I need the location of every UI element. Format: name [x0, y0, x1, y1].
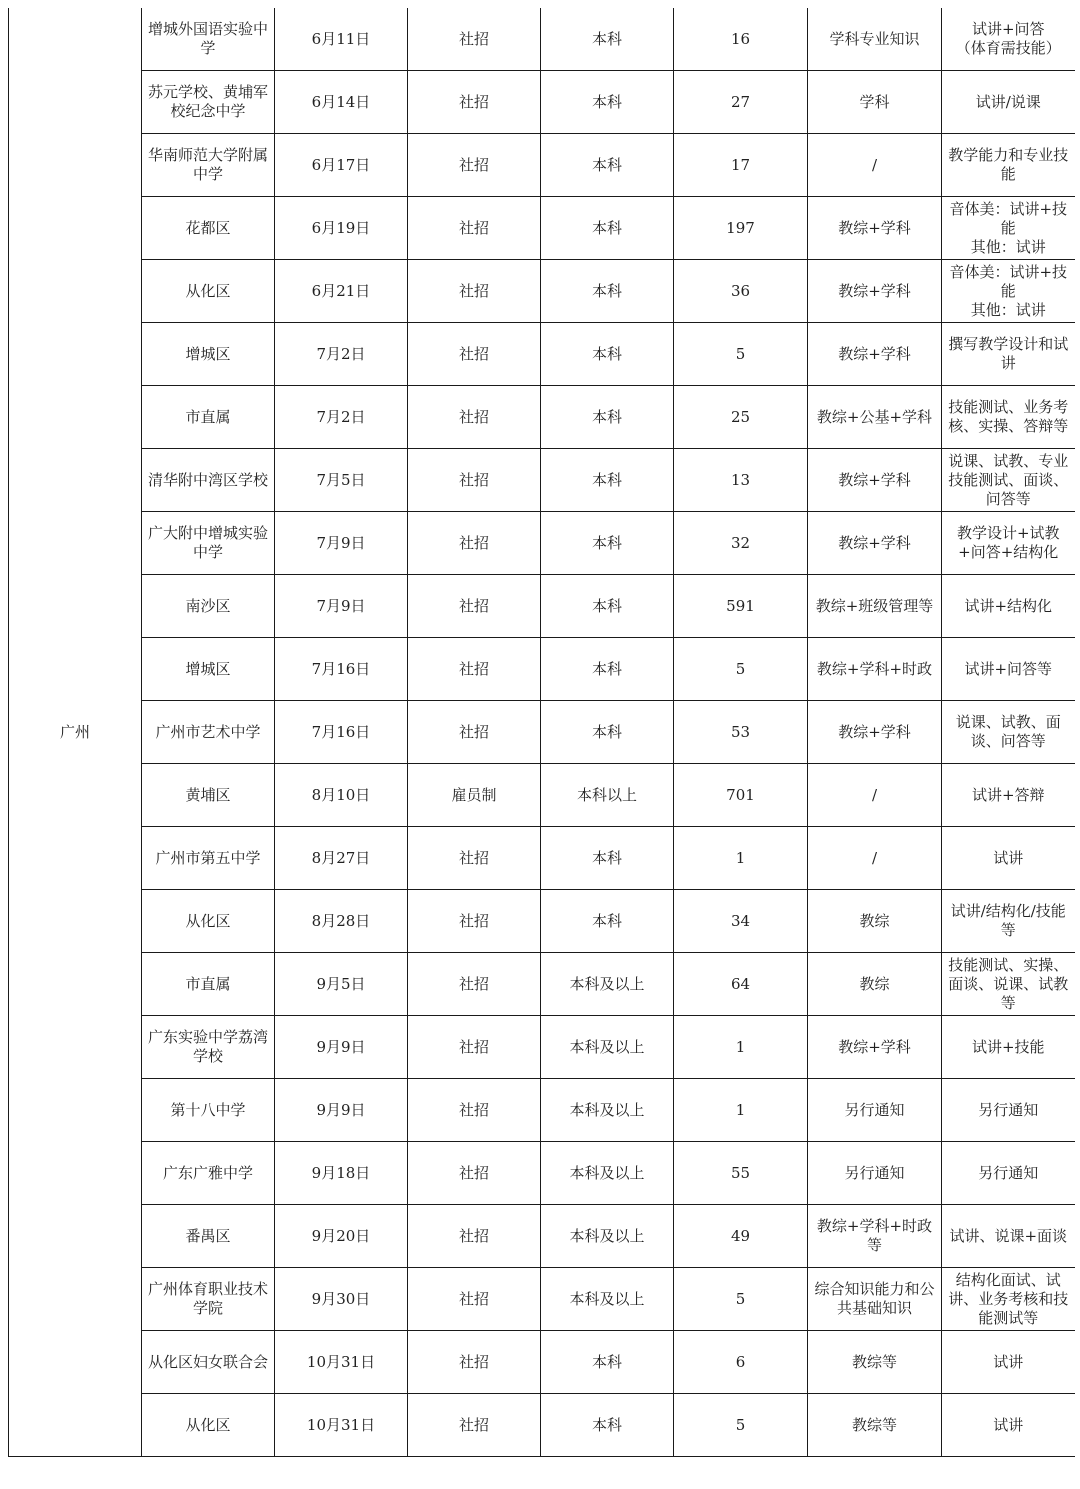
recruit-type-cell: 社招 [408, 260, 541, 323]
interview-cell: 说课、试教、专业技能测试、面谈、问答等 [942, 449, 1075, 512]
headcount-cell: 5 [674, 638, 808, 701]
unit-cell: 增城区 [142, 323, 275, 386]
table-row [9, 1394, 1075, 1457]
table-row [9, 575, 1075, 638]
unit-cell: 苏元学校、黄埔军校纪念中学 [142, 71, 275, 134]
headcount-cell: 32 [674, 512, 808, 575]
unit-cell: 广州市第五中学 [142, 827, 275, 890]
unit-cell: 广大附中增城实验中学 [142, 512, 275, 575]
interview-cell: 试讲+问答等 [942, 638, 1075, 701]
date-cell: 9月18日 [275, 1142, 408, 1205]
date-cell: 8月10日 [275, 764, 408, 827]
headcount-cell: 55 [674, 1142, 808, 1205]
table-row [9, 512, 1075, 575]
headcount-cell: 5 [674, 323, 808, 386]
interview-cell: 试讲+问答 （体育需技能） [942, 8, 1075, 71]
date-cell: 6月11日 [275, 8, 408, 71]
written-exam-cell: 另行通知 [808, 1142, 942, 1205]
table-row [9, 764, 1075, 827]
unit-cell: 从化区 [142, 1394, 275, 1457]
education-cell: 本科 [541, 701, 674, 764]
recruit-type-cell: 社招 [408, 386, 541, 449]
headcount-cell: 16 [674, 8, 808, 71]
recruit-type-cell: 社招 [408, 197, 541, 260]
written-exam-cell: 综合知识能力和公共基础知识 [808, 1268, 942, 1331]
headcount-cell: 1 [674, 827, 808, 890]
written-exam-cell: 教综+学科 [808, 197, 942, 260]
education-cell: 本科 [541, 8, 674, 71]
recruit-type-cell: 社招 [408, 827, 541, 890]
recruit-type-cell: 社招 [408, 1079, 541, 1142]
headcount-cell: 591 [674, 575, 808, 638]
date-cell: 7月9日 [275, 575, 408, 638]
interview-cell: 音体美：试讲+技能 其他：试讲 [942, 197, 1075, 260]
recruit-type-cell: 社招 [408, 638, 541, 701]
date-cell: 9月30日 [275, 1268, 408, 1331]
education-cell: 本科及以上 [541, 1142, 674, 1205]
table-row [9, 71, 1075, 134]
recruit-type-cell: 社招 [408, 890, 541, 953]
date-cell: 6月19日 [275, 197, 408, 260]
recruit-type-cell: 社招 [408, 1205, 541, 1268]
education-cell: 本科 [541, 197, 674, 260]
table-row [9, 1016, 1075, 1079]
education-cell: 本科 [541, 386, 674, 449]
education-cell: 本科 [541, 638, 674, 701]
table-row [9, 701, 1075, 764]
unit-cell: 广州体育职业技术学院 [142, 1268, 275, 1331]
unit-cell: 从化区妇女联合会 [142, 1331, 275, 1394]
interview-cell: 教学设计+试教+问答+结构化 [942, 512, 1075, 575]
headcount-cell: 13 [674, 449, 808, 512]
date-cell: 7月2日 [275, 323, 408, 386]
education-cell: 本科 [541, 827, 674, 890]
unit-cell: 市直属 [142, 386, 275, 449]
unit-cell: 南沙区 [142, 575, 275, 638]
date-cell: 6月17日 [275, 134, 408, 197]
unit-cell: 从化区 [142, 890, 275, 953]
written-exam-cell: 学科 [808, 71, 942, 134]
unit-cell: 花都区 [142, 197, 275, 260]
unit-cell: 增城区 [142, 638, 275, 701]
unit-cell: 广东广雅中学 [142, 1142, 275, 1205]
written-exam-cell: 教综+学科+时政 [808, 638, 942, 701]
table-row [9, 260, 1075, 323]
recruit-type-cell: 社招 [408, 1331, 541, 1394]
interview-cell: 另行通知 [942, 1079, 1075, 1142]
recruit-type-cell: 社招 [408, 1142, 541, 1205]
date-cell: 10月31日 [275, 1331, 408, 1394]
headcount-cell: 1 [674, 1079, 808, 1142]
education-cell: 本科及以上 [541, 1079, 674, 1142]
recruit-type-cell: 社招 [408, 323, 541, 386]
written-exam-cell: 教综+学科 [808, 512, 942, 575]
education-cell: 本科 [541, 323, 674, 386]
interview-cell: 另行通知 [942, 1142, 1075, 1205]
table-row [9, 1205, 1075, 1268]
headcount-cell: 53 [674, 701, 808, 764]
date-cell: 9月5日 [275, 953, 408, 1016]
date-cell: 6月14日 [275, 71, 408, 134]
unit-cell: 广州市艺术中学 [142, 701, 275, 764]
recruit-type-cell: 社招 [408, 449, 541, 512]
written-exam-cell: 教综+学科 [808, 449, 942, 512]
education-cell: 本科 [541, 134, 674, 197]
education-cell: 本科及以上 [541, 1016, 674, 1079]
table-row [9, 197, 1075, 260]
date-cell: 9月20日 [275, 1205, 408, 1268]
table-row [9, 1331, 1075, 1394]
date-cell: 7月16日 [275, 701, 408, 764]
headcount-cell: 27 [674, 71, 808, 134]
date-cell: 9月9日 [275, 1016, 408, 1079]
written-exam-cell: 教综等 [808, 1394, 942, 1457]
recruit-type-cell: 雇员制 [408, 764, 541, 827]
unit-cell: 清华附中湾区学校 [142, 449, 275, 512]
date-cell: 7月16日 [275, 638, 408, 701]
written-exam-cell: / [808, 134, 942, 197]
date-cell: 7月2日 [275, 386, 408, 449]
date-cell: 7月9日 [275, 512, 408, 575]
table-row [9, 890, 1075, 953]
written-exam-cell: / [808, 827, 942, 890]
unit-cell: 黄埔区 [142, 764, 275, 827]
recruit-type-cell: 社招 [408, 1016, 541, 1079]
recruit-type-cell: 社招 [408, 512, 541, 575]
interview-cell: 试讲+答辩 [942, 764, 1075, 827]
education-cell: 本科 [541, 1394, 674, 1457]
table-row [9, 449, 1075, 512]
headcount-cell: 49 [674, 1205, 808, 1268]
written-exam-cell: 教综+班级管理等 [808, 575, 942, 638]
headcount-cell: 36 [674, 260, 808, 323]
interview-cell: 技能测试、实操、面谈、说课、试教等 [942, 953, 1075, 1016]
recruitment-table [8, 8, 1075, 1457]
education-cell: 本科 [541, 890, 674, 953]
written-exam-cell: 学科专业知识 [808, 8, 942, 71]
unit-cell: 广东实验中学荔湾学校 [142, 1016, 275, 1079]
written-exam-cell: / [808, 764, 942, 827]
written-exam-cell: 教综 [808, 890, 942, 953]
table-row [9, 323, 1075, 386]
headcount-cell: 701 [674, 764, 808, 827]
interview-cell: 试讲、说课+面谈 [942, 1205, 1075, 1268]
date-cell: 8月28日 [275, 890, 408, 953]
education-cell: 本科及以上 [541, 953, 674, 1016]
recruit-type-cell: 社招 [408, 701, 541, 764]
education-cell: 本科 [541, 512, 674, 575]
headcount-cell: 17 [674, 134, 808, 197]
recruit-type-cell: 社招 [408, 953, 541, 1016]
table-row [9, 8, 1075, 71]
interview-cell: 试讲 [942, 1394, 1075, 1457]
headcount-cell: 34 [674, 890, 808, 953]
interview-cell: 说课、试教、面谈、问答等 [942, 701, 1075, 764]
table-row [9, 386, 1075, 449]
table-row [9, 1268, 1075, 1331]
interview-cell: 撰写教学设计和试讲 [942, 323, 1075, 386]
interview-cell: 试讲/说课 [942, 71, 1075, 134]
region-cell: 广州 [9, 8, 142, 1457]
table-row [9, 638, 1075, 701]
headcount-cell: 1 [674, 1016, 808, 1079]
interview-cell: 试讲+结构化 [942, 575, 1075, 638]
date-cell: 10月31日 [275, 1394, 408, 1457]
education-cell: 本科 [541, 575, 674, 638]
recruit-type-cell: 社招 [408, 575, 541, 638]
recruit-type-cell: 社招 [408, 134, 541, 197]
table-row [9, 134, 1075, 197]
education-cell: 本科 [541, 449, 674, 512]
written-exam-cell: 教综等 [808, 1331, 942, 1394]
headcount-cell: 5 [674, 1394, 808, 1457]
written-exam-cell: 教综 [808, 953, 942, 1016]
interview-cell: 教学能力和专业技能 [942, 134, 1075, 197]
recruit-type-cell: 社招 [408, 1394, 541, 1457]
education-cell: 本科 [541, 1331, 674, 1394]
recruit-type-cell: 社招 [408, 1268, 541, 1331]
education-cell: 本科 [541, 260, 674, 323]
interview-cell: 试讲+技能 [942, 1016, 1075, 1079]
unit-cell: 第十八中学 [142, 1079, 275, 1142]
written-exam-cell: 教综+学科 [808, 260, 942, 323]
education-cell: 本科及以上 [541, 1205, 674, 1268]
unit-cell: 从化区 [142, 260, 275, 323]
interview-cell: 试讲 [942, 1331, 1075, 1394]
education-cell: 本科及以上 [541, 1268, 674, 1331]
interview-cell: 试讲 [942, 827, 1075, 890]
recruit-type-cell: 社招 [408, 71, 541, 134]
unit-cell: 市直属 [142, 953, 275, 1016]
headcount-cell: 64 [674, 953, 808, 1016]
table-row [9, 1142, 1075, 1205]
headcount-cell: 6 [674, 1331, 808, 1394]
interview-cell: 音体美：试讲+技能 其他：试讲 [942, 260, 1075, 323]
written-exam-cell: 教综+公基+学科 [808, 386, 942, 449]
interview-cell: 技能测试、业务考核、实操、答辩等 [942, 386, 1075, 449]
unit-cell: 增城外国语实验中学 [142, 8, 275, 71]
date-cell: 9月9日 [275, 1079, 408, 1142]
headcount-cell: 197 [674, 197, 808, 260]
written-exam-cell: 另行通知 [808, 1079, 942, 1142]
headcount-cell: 25 [674, 386, 808, 449]
education-cell: 本科以上 [541, 764, 674, 827]
table-row [9, 1079, 1075, 1142]
unit-cell: 番禺区 [142, 1205, 275, 1268]
table-row [9, 827, 1075, 890]
education-cell: 本科 [541, 71, 674, 134]
date-cell: 7月5日 [275, 449, 408, 512]
date-cell: 6月21日 [275, 260, 408, 323]
table-row [9, 953, 1075, 1016]
interview-cell: 试讲/结构化/技能等 [942, 890, 1075, 953]
unit-cell: 华南师范大学附属中学 [142, 134, 275, 197]
recruit-type-cell: 社招 [408, 8, 541, 71]
written-exam-cell: 教综+学科 [808, 1016, 942, 1079]
date-cell: 8月27日 [275, 827, 408, 890]
interview-cell: 结构化面试、试讲、业务考核和技能测试等 [942, 1268, 1075, 1331]
headcount-cell: 5 [674, 1268, 808, 1331]
written-exam-cell: 教综+学科 [808, 323, 942, 386]
written-exam-cell: 教综+学科 [808, 701, 942, 764]
table-body [9, 8, 1075, 1457]
written-exam-cell: 教综+学科+时政等 [808, 1205, 942, 1268]
